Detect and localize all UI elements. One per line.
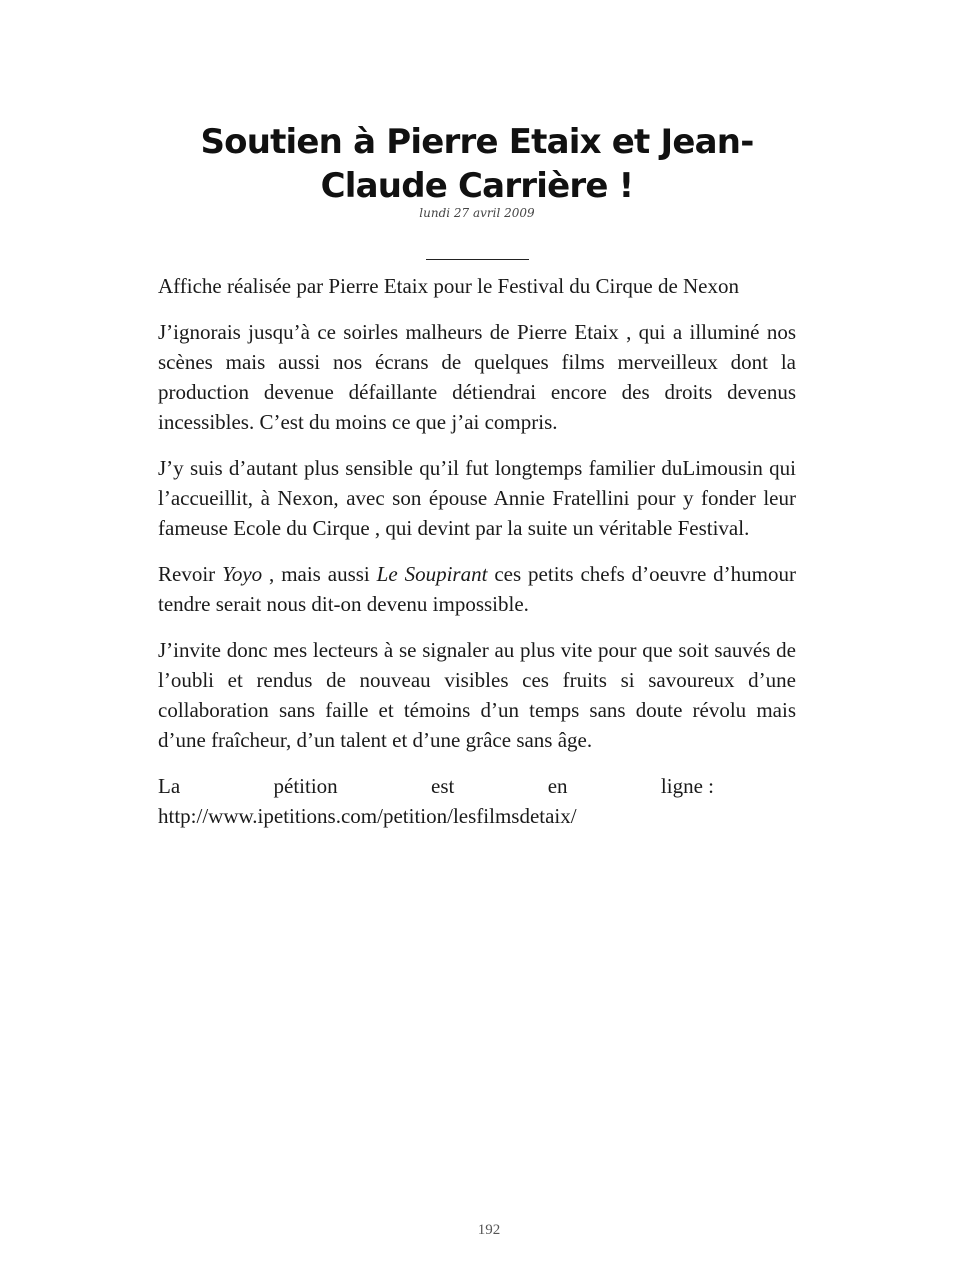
paragraph-films — [158, 559, 796, 619]
petition-word: ligne : — [660, 774, 714, 798]
paragraph-poster-caption: Affiche réalisée par Pierre Etaix pour le Festival du Cirque de Nexon — [158, 274, 739, 298]
paragraph-misfortunes: J’ignorais jusqu’à ce soirles malheurs de Pierre Etaix , qui a illuminé nos scènes mais aussi nos écrans de quelques films merveilleux dont la production devenue défaillante détiendrai encore des droits devenus incessibles. C’est du moins ce que j’ai compris. — [158, 320, 796, 434]
page-number: 192 — [477, 1222, 501, 1238]
paragraph-limousin: J’y suis d’autant plus sensible qu’il fut longtemps familier duLimousin qui l’accueillit, à Nexon, avec son épouse Annie Fratellini pour y fonder leur fameuse Ecole du Cirque , qui devint par la suite un véritable Festival. — [158, 456, 796, 540]
film-title-yoyo: Yoyo — [222, 562, 263, 586]
paragraph-invitation: J’invite donc mes lecteurs à se signaler au plus vite pour que soit sauvés de l’oubli et rendus de nouveau visibles ces fruits si savoureux d’une collaboration sans faille et témoins d’un temps sans doute révolu mais d’une fraîcheur, d’un talent et d’une grâce sans âge. — [158, 638, 796, 752]
petition-word: pétition — [273, 774, 338, 798]
paragraph-films-text-3: ces petits chefs d’oeuvre d’humour tendre serait nous dit-on devenu impossible. — [158, 562, 796, 616]
paragraph-films-text-2: , mais aussi — [262, 562, 377, 586]
article-date: lundi 27 avril 2009 — [419, 206, 535, 220]
petition-word: La — [158, 774, 181, 798]
paragraph-films-text-1: Revoir — [158, 562, 223, 586]
article-title: Soutien à Pierre Etaix et Jean-Claude Carrière ! — [200, 122, 754, 206]
article-body — [158, 271, 796, 847]
film-title-le-soupirant: Le Soupirant — [376, 562, 488, 586]
petition-word: en — [547, 774, 568, 798]
petition-word: est — [431, 774, 455, 798]
petition-url[interactable]: http://www.ipetitions.com/petition/lesfilmsdetaix/ — [158, 804, 577, 828]
paragraph-petition — [158, 771, 796, 831]
title-separator — [426, 259, 529, 260]
petition-intro-line — [158, 771, 714, 801]
